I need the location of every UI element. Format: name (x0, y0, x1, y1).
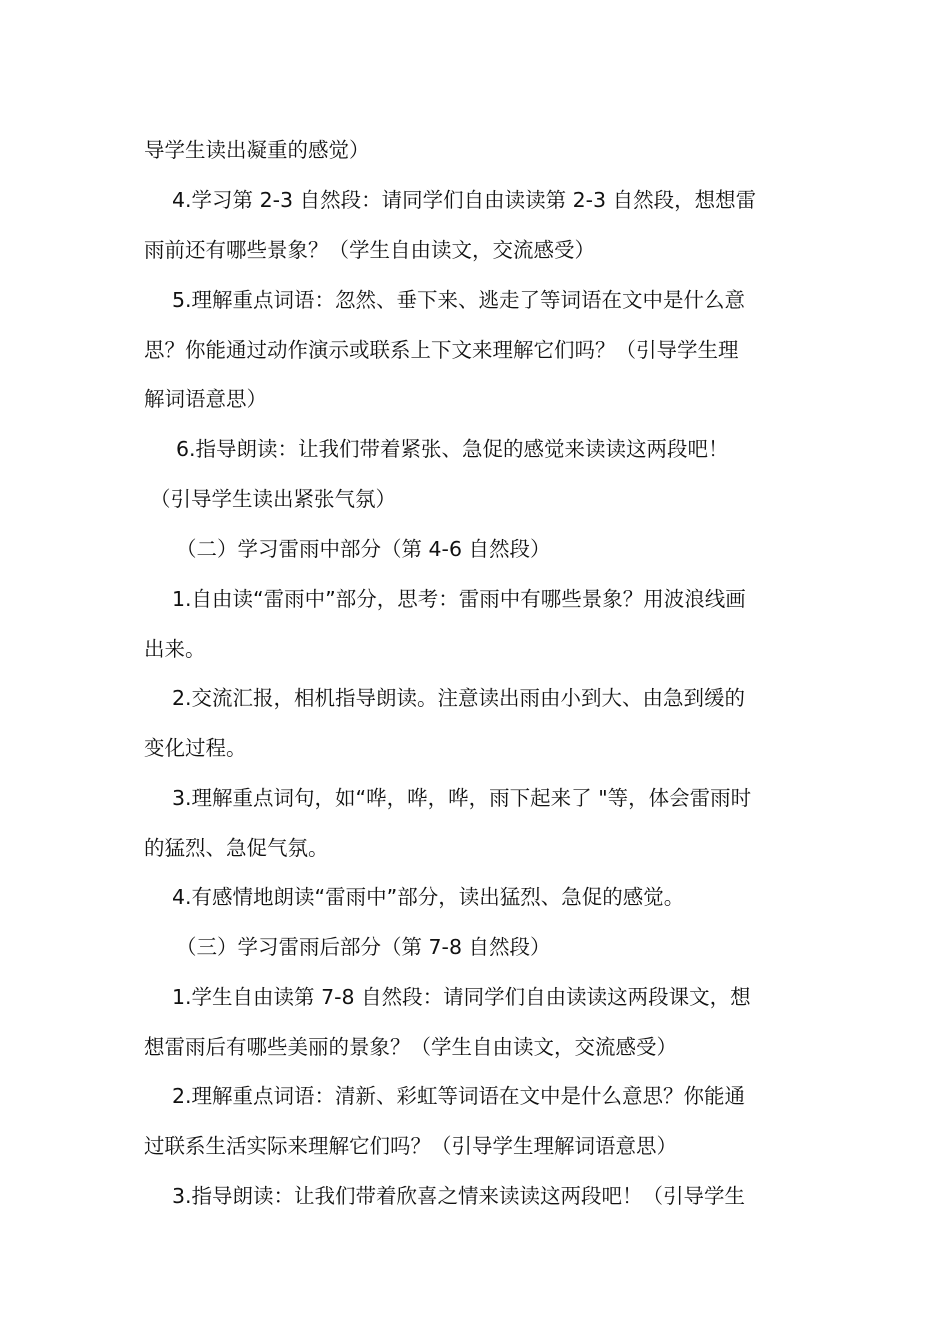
text-line: 4.学习第 2-3 自然段：请同学们自由读读第 2-3 自然段，想想雷 (172, 188, 757, 212)
text-line: 4.有感情地朗读“雷雨中”部分，读出猛烈、急促的感觉。 (172, 885, 685, 909)
section-heading: （三）学习雷雨后部分（第 7-8 自然段） (176, 935, 551, 959)
text-line: 导学生读出凝重的感觉） (144, 138, 370, 162)
text-line: 的猛烈、急促气氛。 (144, 836, 329, 860)
text-line: 1.自由读“雷雨中”部分，思考：雷雨中有哪些景象？用波浪线画 (172, 587, 746, 611)
text-line: 3.理解重点词句，如“哗，哗，哗，雨下起来了 "等，体会雷雨时 (172, 786, 752, 810)
text-line: 2.理解重点词语：清新、彩虹等词语在文中是什么意思？你能通 (172, 1084, 746, 1108)
text-line: 雨前还有哪些景象？（学生自由读文，交流感受） (144, 238, 595, 262)
text-line: 2.交流汇报，相机指导朗读。注意读出雨由小到大、由急到缓的 (172, 686, 746, 710)
text-line: 6.指导朗读：让我们带着紧张、急促的感觉来读读这两段吧！ (176, 437, 729, 461)
text-line: 思？你能通过动作演示或联系上下文来理解它们吗？（引导学生理 (144, 338, 739, 362)
text-line: 出来。 (144, 637, 206, 661)
text-line: 想雷雨后有哪些美丽的景象？（学生自由读文，交流感受） (144, 1035, 677, 1059)
text-line: （引导学生读出紧张气氛） (150, 487, 396, 511)
text-line: 1.学生自由读第 7-8 自然段：请同学们自由读读这两段课文，想 (172, 985, 751, 1009)
text-line: 3.指导朗读：让我们带着欣喜之情来读读这两段吧！（引导学生 (172, 1184, 746, 1208)
text-line: 解词语意思） (144, 387, 267, 411)
text-line: 变化过程。 (144, 736, 247, 760)
text-line: 过联系生活实际来理解它们吗？（引导学生理解词语意思） (144, 1134, 677, 1158)
section-heading: （二）学习雷雨中部分（第 4-6 自然段） (176, 537, 551, 561)
text-line: 5.理解重点词语：忽然、垂下来、逃走了等词语在文中是什么意 (172, 288, 746, 312)
